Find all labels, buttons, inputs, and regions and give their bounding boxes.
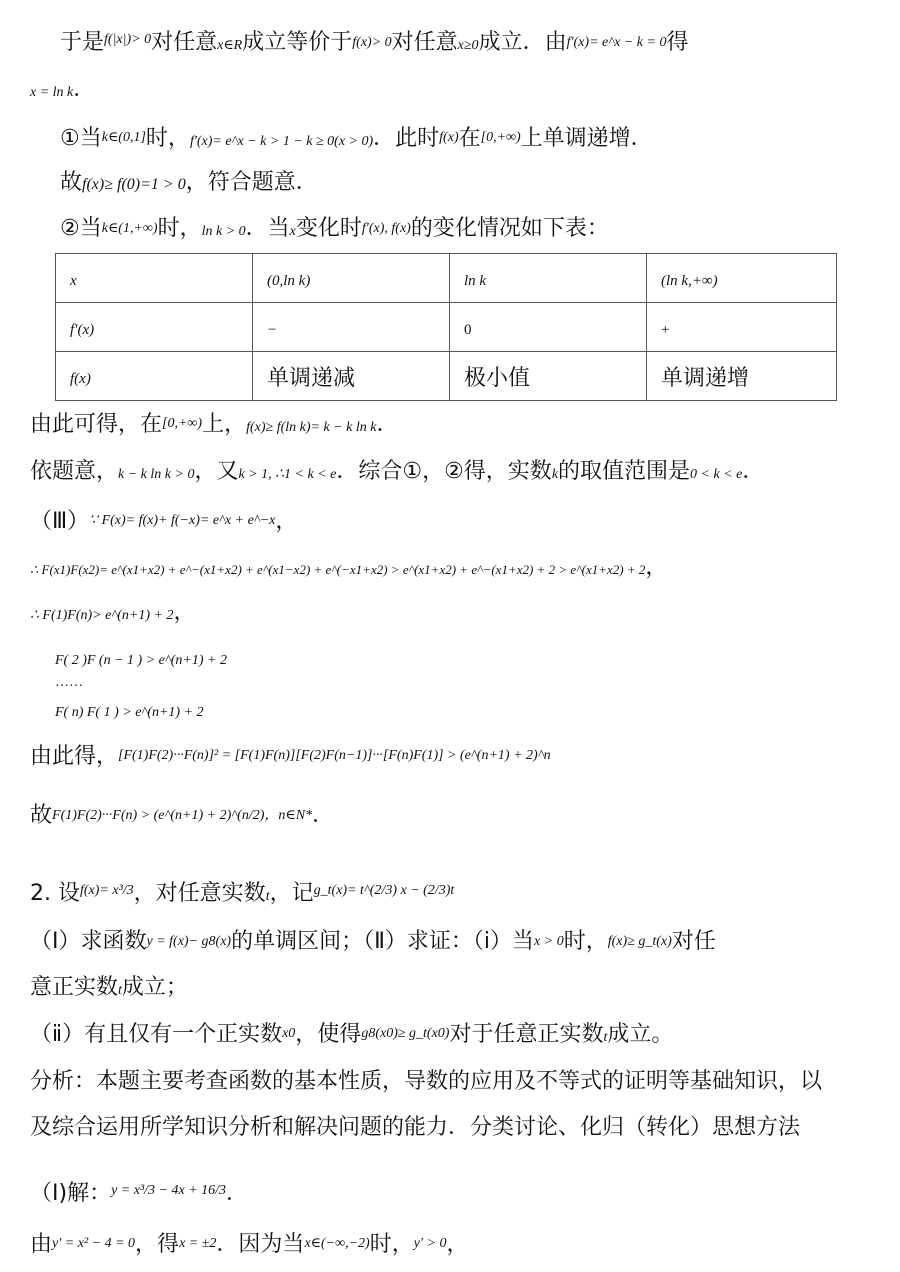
text-segment: 的单调区间；（Ⅱ）求证：（ⅰ）当: [231, 929, 535, 954]
text-segment: ①当: [60, 126, 102, 151]
math-formula: f(x): [439, 130, 459, 145]
text-segment: ，记: [269, 881, 314, 906]
math-formula: F( n) F( 1 ) > e^(n+1) + 2: [55, 705, 204, 720]
text-segment: 成立。: [607, 1022, 674, 1047]
math-formula: f(x)≥ f(0)=1 > 0: [82, 176, 186, 193]
math-formula: t: [603, 1030, 608, 1045]
text-line-13: [55, 694, 900, 729]
math-formula: 0 < k < e: [690, 467, 743, 482]
text-line-3: [60, 122, 900, 158]
table-cell: [253, 303, 450, 352]
math-formula: x0: [282, 1026, 296, 1041]
table-row: [56, 303, 837, 352]
text-segment: ．因为当: [216, 1232, 305, 1257]
text-segment: ，又: [194, 459, 239, 484]
table-cell: [647, 254, 837, 303]
text-segment: ，: [275, 509, 298, 534]
text-line-10: [30, 597, 900, 632]
math-formula: y = x³/3 − 4x + 16/3: [111, 1183, 227, 1198]
math-formula: (ln k,+∞): [661, 272, 718, 289]
text-segment: ，: [173, 600, 196, 625]
text-segment: 由: [30, 1232, 53, 1257]
math-formula: x: [70, 272, 77, 289]
text-segment: 由此可得，在: [30, 412, 163, 437]
text-line-18: [30, 972, 900, 1007]
math-formula: k∈(0,1]: [101, 130, 146, 145]
text-segment: 时，: [369, 1232, 414, 1257]
text-segment: 得: [666, 30, 689, 55]
text-segment: （Ⅰ）求函数: [30, 929, 147, 954]
text-segment: ．: [73, 77, 96, 102]
text-segment: 对于任意正实数: [449, 1022, 604, 1047]
table-cell: [56, 352, 253, 401]
text-segment: 对任意: [391, 30, 458, 55]
text-segment: ．综合①，②得，实数: [336, 459, 552, 484]
math-formula: k > 1, ∴1 < k < e: [238, 467, 337, 482]
math-formula: ……: [55, 675, 83, 690]
text-segment: 成立等价于: [242, 30, 353, 55]
text-line-7: [30, 456, 900, 491]
text-line-4: [60, 167, 900, 201]
table-cell: [647, 352, 837, 401]
text-segment: 对任: [671, 929, 716, 954]
math-formula: x∈(−∞,−2): [304, 1236, 370, 1251]
math-formula: x≥0: [457, 38, 479, 53]
math-formula: y′ = x² − 4 = 0: [52, 1236, 136, 1251]
math-formula: x = ln k: [30, 85, 74, 100]
table-cell: [56, 303, 253, 352]
text-segment: 故: [30, 803, 53, 828]
text-segment: 成立．由: [478, 30, 567, 55]
text-line-19: [30, 1018, 900, 1054]
cell-text: 单调递减: [267, 365, 356, 391]
text-segment: 的取值范围是: [558, 459, 691, 484]
table-cell: [450, 254, 647, 303]
text-line-5: [60, 213, 900, 248]
math-formula: ln k: [464, 272, 487, 289]
text-line-20: [30, 1066, 900, 1098]
math-formula: f′(x): [70, 321, 95, 338]
text-segment: 变化时: [295, 216, 362, 241]
math-formula: [F(1)F(2)···F(n)]² = [F(1)F(n)][F(2)F(n−1)]···[F(n)F(1)] > (e^(n+1) + 2)^n: [118, 748, 551, 763]
text-line-23: [30, 1228, 900, 1261]
math-formula: f′(x)= e^x − k = 0: [566, 35, 667, 50]
text-segment: 意正实数: [30, 975, 119, 1000]
text-segment: 上，: [202, 412, 247, 437]
text-segment: ．: [226, 1181, 249, 1206]
math-formula: (0,ln k): [267, 272, 311, 289]
math-formula: ∴ F(x1)F(x2)= e^(x1+x2) + e^−(x1+x2) + e^(x1−x2) + e^(−x1+x2) > e^(x1+x2) + e^−(x1+x2) + 2 > e^(x1+x2) + 2: [30, 562, 646, 577]
text-segment: 及综合运用所学知识分析和解决问题的能力．分类讨论、化归（转化）思想方法: [30, 1115, 801, 1140]
text-segment: 时，: [157, 216, 202, 241]
text-segment: 2. 设: [30, 881, 80, 906]
table-header-row: [56, 254, 837, 303]
math-formula: x = ±2: [179, 1236, 217, 1251]
math-formula: f(x)> 0: [352, 35, 392, 50]
math-formula: [0,+∞): [480, 130, 521, 145]
math-formula: [0,+∞): [162, 416, 203, 431]
math-formula: f(x): [70, 370, 91, 387]
text-segment: 时，: [145, 126, 190, 151]
math-formula: f(x)≥ g_t(x): [607, 934, 672, 949]
text-segment: （Ⅲ）: [30, 509, 90, 534]
math-formula: F(1)F(2)···F(n) > (e^(n+1) + 2)^(n/2)，n∈N*: [52, 808, 313, 823]
text-segment: 于是: [60, 30, 105, 55]
text-line-21: [30, 1112, 900, 1144]
text-segment: （ⅱ）有且仅有一个正实数: [30, 1022, 283, 1047]
text-line-16: [30, 875, 900, 913]
text-segment: 时，: [563, 929, 608, 954]
text-segment: ，得: [135, 1232, 180, 1257]
math-formula: −: [267, 321, 278, 338]
text-segment: ．: [376, 412, 399, 437]
text-segment: 对任意: [151, 30, 218, 55]
text-segment: ．: [742, 459, 765, 484]
text-segment: ，: [446, 1232, 469, 1257]
text-line-17: [30, 926, 900, 958]
cell-text: 单调递增: [661, 365, 750, 391]
text-segment: 依题意，: [30, 459, 119, 484]
math-formula: x: [289, 224, 296, 239]
text-segment: ，符合题意．: [185, 170, 318, 195]
text-segment: ②当: [60, 216, 102, 241]
math-formula: x > 0: [534, 934, 564, 949]
text-segment: 的变化情况如下表：: [410, 216, 609, 241]
text-segment: ，: [645, 555, 668, 580]
math-formula: 0: [464, 321, 472, 338]
text-segment: 成立；: [121, 975, 188, 1000]
text-line-15: [30, 800, 900, 832]
text-line-14: [30, 740, 900, 773]
math-formula: ∴ F(1)F(n)> e^(n+1) + 2: [30, 608, 174, 623]
math-formula: f′(x), f(x): [361, 221, 411, 236]
math-formula: f(x)= x³/3: [79, 883, 134, 898]
text-segment: 分析：本题主要考查函数的基本性质，导数的应用及不等式的证明等基础知识，以: [30, 1069, 823, 1094]
math-formula: g8(x0)≥ g_t(x0): [361, 1026, 450, 1041]
table-cell: [647, 303, 837, 352]
table-cell: [450, 352, 647, 401]
math-formula: F( 2 )F (n − 1 ) > e^(n+1) + 2: [55, 653, 227, 668]
text-segment: ．此时: [373, 126, 440, 151]
math-formula: f′(x)= e^x − k > 1 − k ≥ 0(x > 0): [189, 134, 374, 149]
math-formula: t: [118, 983, 122, 998]
math-formula: g_t(x)= t^(2/3) x − (2/3)t: [313, 883, 455, 898]
text-segment: ．: [312, 803, 335, 828]
text-line-1: [60, 24, 900, 62]
text-segment: （Ⅰ)解：: [30, 1181, 112, 1206]
math-formula: k∈(1,+∞): [101, 221, 158, 236]
text-line-6: [30, 408, 900, 444]
math-formula: ∵ F(x)= f(x)+ f(−x)= e^x + e^−x: [89, 513, 276, 528]
text-segment: ．当: [245, 216, 290, 241]
text-segment: 在: [458, 126, 481, 151]
math-formula: y = f(x)− g8(x): [146, 934, 232, 949]
variation-table: [55, 253, 837, 401]
text-line-22: [30, 1175, 900, 1210]
text-segment: 上单调递增．: [520, 126, 653, 151]
text-line-9: [30, 552, 900, 586]
math-formula: f(|x|)> 0: [104, 32, 152, 47]
math-formula: k: [551, 467, 559, 482]
math-formula: f(x)≥ f(ln k)= k − k ln k: [246, 420, 377, 435]
text-segment: ，使得: [295, 1022, 362, 1047]
table-cell: [253, 352, 450, 401]
math-formula: k − k ln k > 0: [118, 467, 195, 482]
text-line-8: [30, 505, 900, 538]
text-line-2: [30, 74, 900, 109]
table-cell: [450, 303, 647, 352]
text-segment: 故: [60, 170, 83, 195]
table-cell: [253, 254, 450, 303]
cell-text: 极小值: [464, 365, 531, 391]
text-segment: ，对任意实数: [133, 881, 266, 906]
math-formula: y′ > 0: [413, 1236, 447, 1251]
table-cell: [56, 254, 253, 303]
math-formula: +: [661, 321, 670, 338]
table-row: [56, 352, 837, 401]
text-segment: 由此得，: [30, 744, 119, 769]
math-formula: ln k > 0: [201, 224, 246, 239]
math-formula: t: [265, 889, 270, 904]
math-formula: x∈R: [217, 38, 243, 53]
